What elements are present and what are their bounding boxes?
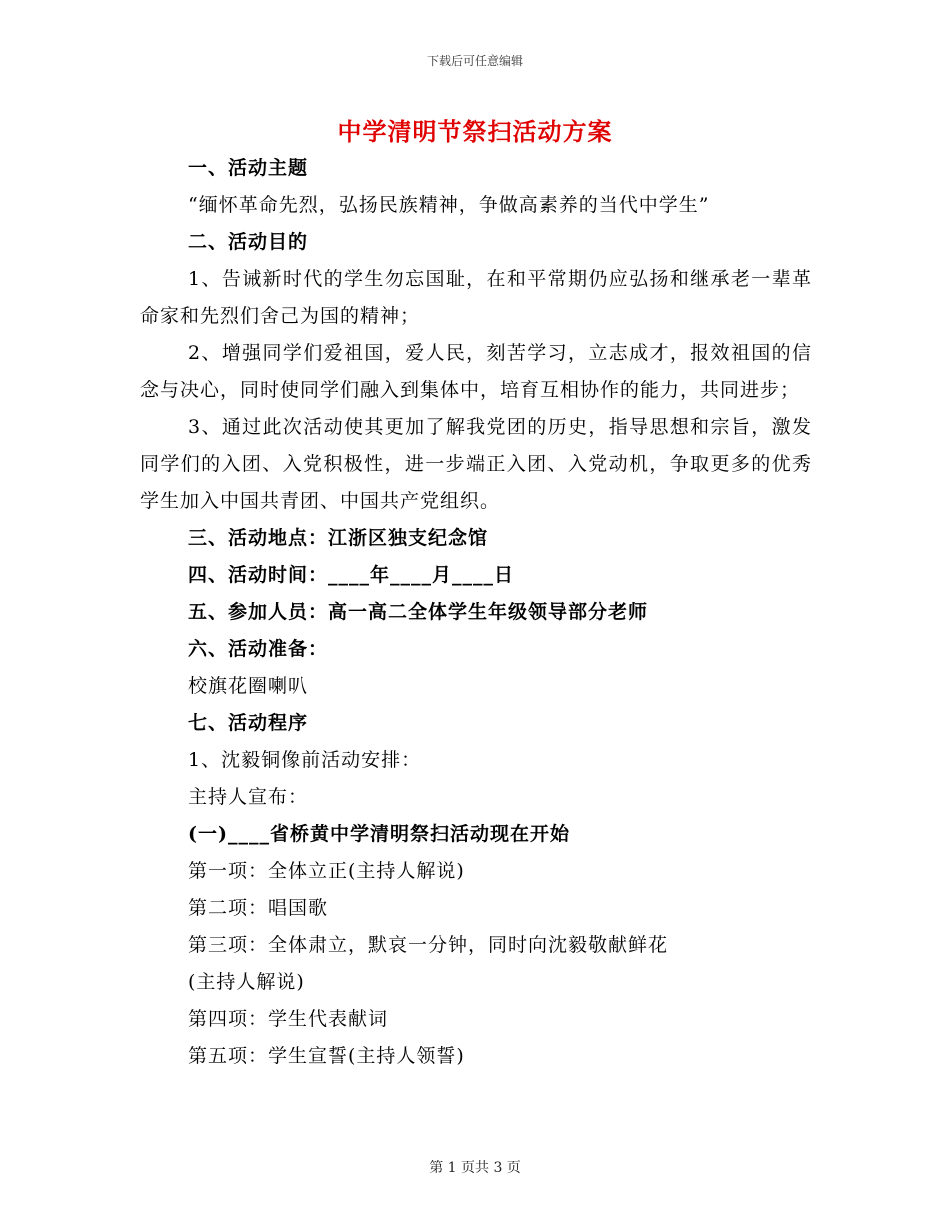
opening-line: (一)____省桥黄中学清明祭扫活动现在开始 xyxy=(188,823,570,845)
procedure-item-3: 第三项：全体肃立，默哀一分钟，同时向沈毅敬献鲜花 xyxy=(188,934,669,956)
procedure-step-1: 1、沈毅铜像前活动安排： xyxy=(188,749,422,771)
procedure-item-2: 第二项：唱国歌 xyxy=(188,897,329,919)
theme-text: “缅怀革命先烈，弘扬民族精神，争做高素养的当代中学生” xyxy=(188,194,710,216)
section-heading-participants: 五、参加人员：高一高二全体学生年级领导部分老师 xyxy=(188,601,649,623)
page-header: 下载后可任意编辑 xyxy=(426,54,523,68)
section-heading-theme: 一、活动主题 xyxy=(188,157,309,179)
procedure-item-5: 第五项：学生宣誓(主持人领誓) xyxy=(188,1045,465,1067)
preparation-items: 校旗花圈喇叭 xyxy=(188,675,309,697)
section-heading-time: 四、活动时间：____年____月____日 xyxy=(188,564,515,586)
section-heading-preparation: 六、活动准备： xyxy=(188,638,329,660)
section-heading-purpose: 二、活动目的 xyxy=(188,231,309,253)
document-body xyxy=(140,150,812,1075)
page-footer: 第 1 页共 3 页 xyxy=(429,1160,521,1176)
purpose-paragraph-1: 1、告诫新时代的学生勿忘国耻，在和平常期仍应弘扬和继承老一辈革命家和先烈们舍己为国的精神； xyxy=(140,268,812,327)
procedure-item-4: 第四项：学生代表献词 xyxy=(188,1008,389,1030)
document-title: 中学清明节祭扫活动方案 xyxy=(337,117,613,146)
section-heading-location: 三、活动地点：江浙区独支纪念馆 xyxy=(188,527,489,549)
procedure-item-1: 第一项：全体立正(主持人解说) xyxy=(188,860,465,882)
procedure-item-3-note: (主持人解说) xyxy=(188,971,305,993)
purpose-paragraph-2: 2、增强同学们爱祖国，爱人民，刻苦学习，立志成才，报效祖国的信念与决心，同时使同学们融入到集体中，培育互相协作的能力，共同进步； xyxy=(140,342,812,401)
section-heading-procedure: 七、活动程序 xyxy=(188,712,309,734)
host-announcement: 主持人宣布： xyxy=(188,786,309,808)
purpose-paragraph-3: 3、通过此次活动使其更加了解我党团的历史，指导思想和宗旨，激发同学们的入团、入党积极性，进一步端正入团、入党动机，争取更多的优秀学生加入中国共青团、中国共产党组织。 xyxy=(140,416,812,512)
